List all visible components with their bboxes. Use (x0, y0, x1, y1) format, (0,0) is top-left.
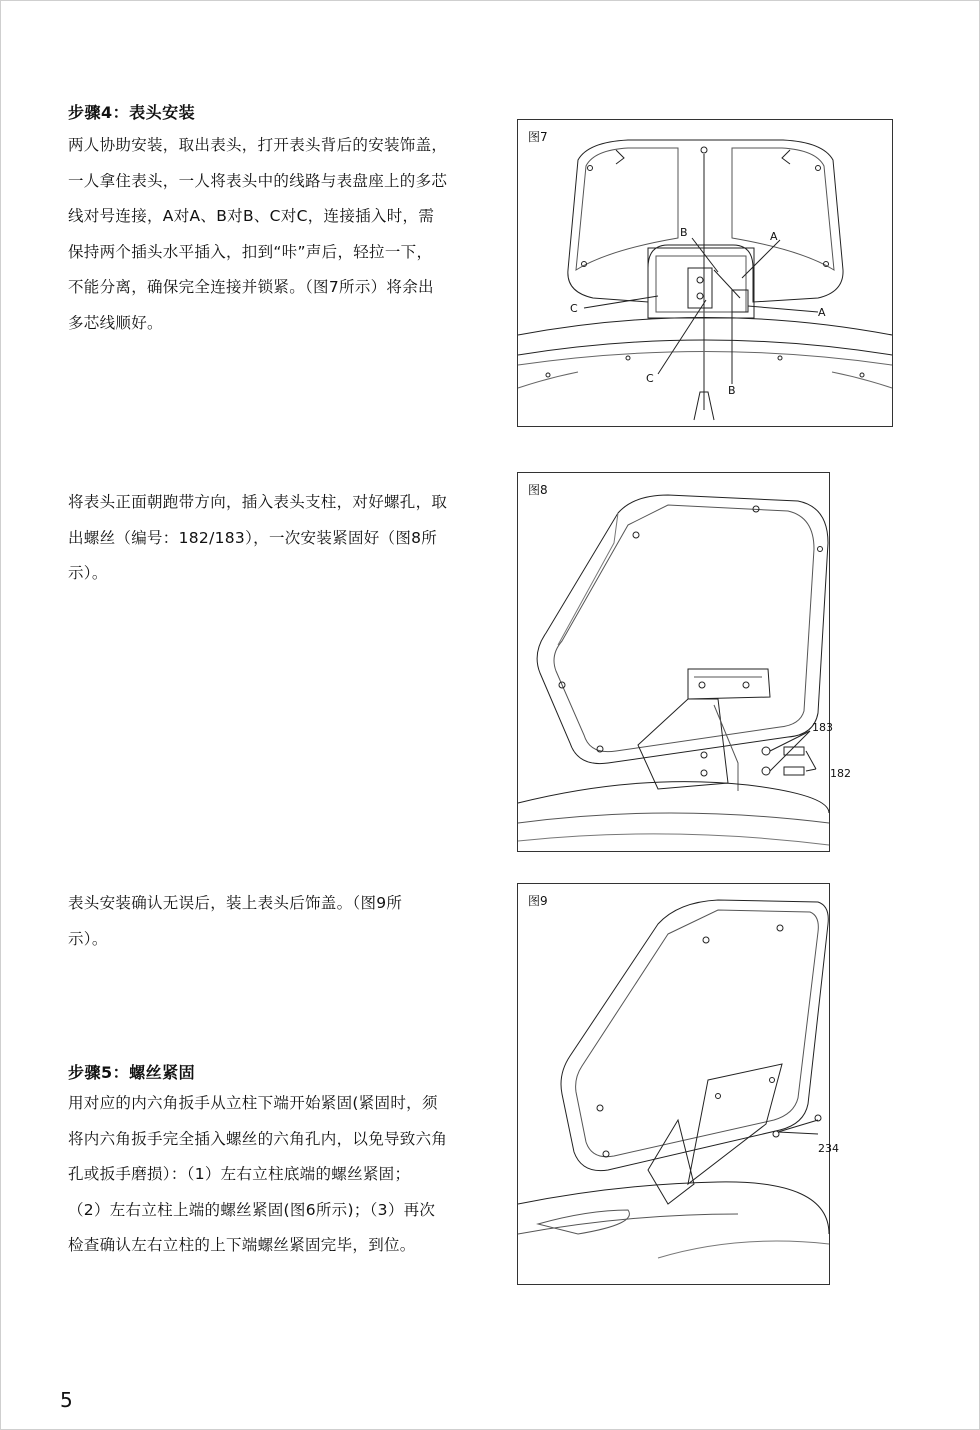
callout-b-upper: B (680, 226, 688, 239)
step4-line: 线对号连接，A对A、B对B、C对C，连接插入时，需 (68, 207, 435, 225)
step5-line: 检查确认左右立柱的上下端螺丝紧固完毕，到位。 (68, 1236, 416, 1254)
figure-8 (517, 472, 851, 852)
back-cover-line: 示）。 (68, 929, 108, 948)
step5-line: 用对应的内六角扳手从立柱下端开始紧固(紧固时，须 (68, 1094, 438, 1112)
step4-heading: 步骤4：表头安装 (68, 103, 196, 122)
install-bolts-line: 出螺丝（编号：182/183），一次安装紧固好（图8所 (68, 528, 438, 547)
console-mounting-illustration (518, 473, 829, 851)
page-number: 5 (60, 1388, 73, 1412)
step4-line: 一人拿住表头，一人将表头中的线路与表盘座上的多芯 (68, 171, 448, 190)
callout-182: 182 (830, 767, 851, 780)
callout-a-upper: A (770, 230, 778, 243)
step5-line: 将内六角扳手完全插入螺丝的六角孔内，以免导致六角 (68, 1129, 448, 1148)
back-cover-line: 表头安装确认无误后，装上表头后饰盖。（图9所 (68, 894, 403, 912)
install-bolts-line: 将表头正面朝跑带方向，插入表头支柱，对好螺孔，取 (68, 493, 448, 511)
figure-9 (517, 883, 839, 1285)
step4-line: 多芯线顺好。 (68, 313, 163, 332)
step4-line: 不能分离，确保完全连接并锁紧。（图7所示）将余出 (68, 278, 434, 296)
callout-234: 234 (818, 1142, 839, 1155)
figure-7-label: 图7 (528, 130, 548, 144)
step4-line: 两人协助安装，取出表头，打开表头背后的安装饰盖， (68, 136, 448, 154)
step5-line: （2）左右立柱上端的螺丝紧固(图6所示)；（3）再次 (68, 1200, 436, 1219)
callout-c-lower: C (646, 372, 654, 385)
install-bolts-paragraph (68, 485, 498, 592)
figure-8-label: 图8 (528, 483, 548, 497)
callout-183: 183 (812, 721, 833, 734)
step5-line: 孔或扳手磨损）：（1）左右立柱底端的螺丝紧固； (68, 1165, 411, 1183)
step5-paragraph (68, 1086, 498, 1264)
console-back-cover-illustration (518, 884, 829, 1284)
step4-paragraph (68, 128, 498, 341)
callout-a-right: A (818, 306, 826, 319)
console-connector-illustration (518, 120, 892, 426)
step5-heading: 步骤5：螺丝紧固 (68, 1063, 196, 1082)
step4-line: 保持两个插头水平插入，扣到“咔”声后，轻拉一下， (68, 242, 433, 261)
figure-9-label: 图9 (528, 894, 548, 908)
figure-7 (517, 119, 893, 427)
callout-b-lower: B (728, 384, 736, 397)
back-cover-paragraph (68, 886, 498, 957)
callout-c-left: C (570, 302, 578, 315)
install-bolts-line: 示）。 (68, 564, 108, 582)
